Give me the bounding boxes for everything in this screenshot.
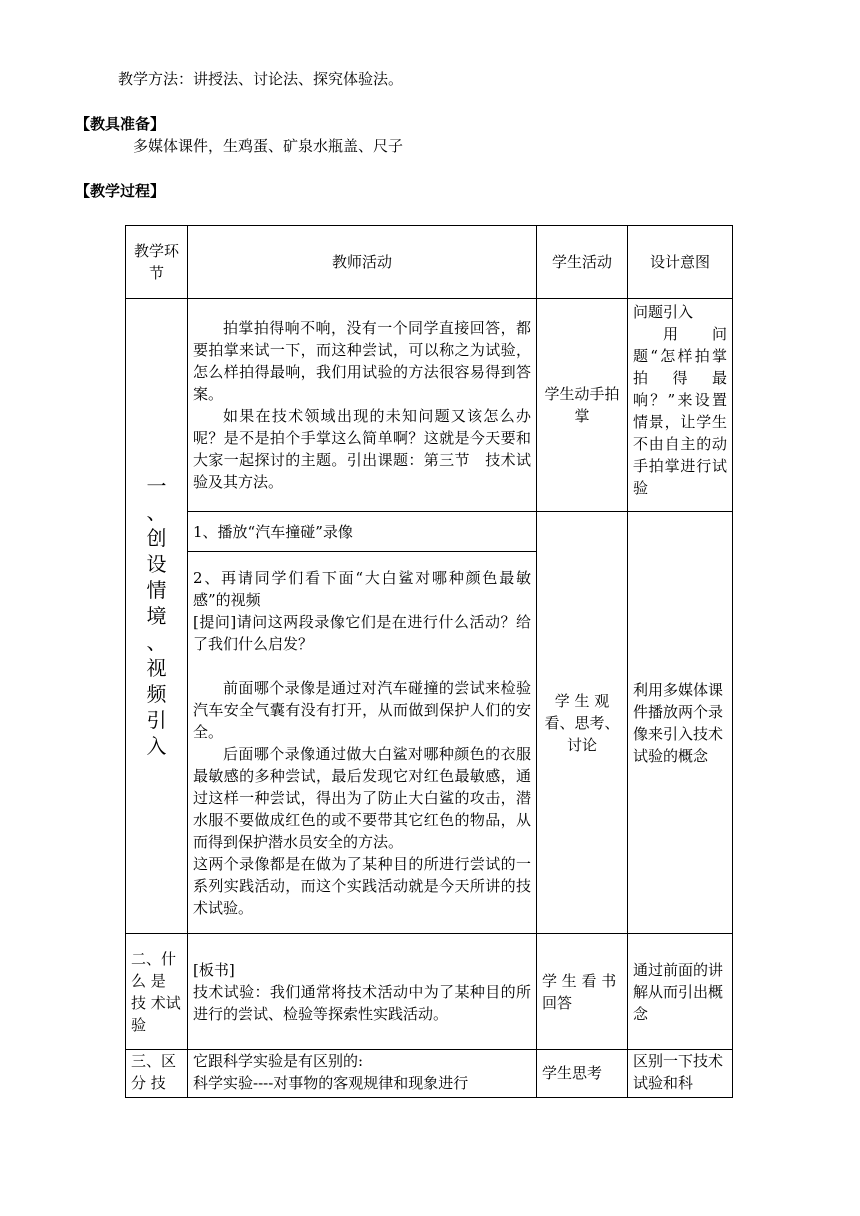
teacher-cell-2: 1、播放“汽车撞碰”录像	[188, 512, 537, 552]
teacher-paragraph: 技术试验：我们通常将技术活动中为了某种目的所进行的尝试、检验等探索性实践活动。	[193, 982, 531, 1023]
design-cell-4: 区别一下技术试验和科	[628, 1050, 733, 1098]
design-cell-1	[628, 299, 733, 512]
teacher-paragraph: 这两个录像都是在做为了某种目的所进行尝试的一系列实践活动，而这个实践活动就是今天所讲的技术试验。	[193, 854, 531, 917]
teacher-cell-1	[188, 299, 537, 512]
teacher-cell-5	[188, 1050, 537, 1098]
header-teacher: 教师活动	[188, 226, 537, 299]
stage-char: 设	[146, 552, 167, 576]
design-cell-2: 利用多媒体课件播放两个录像来引入技术试验的概念	[628, 512, 733, 934]
teacher-paragraph: 前面哪个录像是通过对汽车碰撞的尝试来检验汽车安全气囊有没有打开，从而做到保护人们的安全。	[193, 678, 531, 741]
student-cell-2: 学 生 观看、思考、讨论	[537, 512, 628, 934]
stage-vertical-text	[131, 473, 182, 759]
teacher-paragraph: [板书]	[193, 960, 235, 979]
teacher-cell-3	[188, 552, 537, 934]
header-stage: 教学环节	[126, 226, 188, 299]
stage-char: 、	[146, 630, 167, 654]
design-paragraph: 用问题“怎样拍掌拍得最响？”来设置情景，让学生不由自主的动手拍掌进行试验	[633, 325, 727, 497]
stage-char: 频	[146, 682, 167, 706]
stage-char: 入	[146, 734, 167, 758]
stage-cell-2: 二、什么 是 技 术试验	[126, 934, 188, 1050]
process-heading: 【教学过程】	[75, 182, 166, 200]
prep-text: 多媒体课件，生鸡蛋、矿泉水瓶盖、尺子	[133, 137, 404, 155]
blank-line	[193, 655, 531, 677]
stage-char: 视	[146, 656, 167, 680]
header-design: 设计意图	[628, 226, 733, 299]
student-cell-4: 学生思考	[537, 1050, 628, 1098]
teacher-cell-4	[188, 934, 537, 1050]
teacher-paragraph: 科学实验----对事物的客观规律和现象进行	[193, 1074, 469, 1092]
stage-char: 一	[146, 474, 167, 498]
student-cell-1: 学生动手拍掌	[537, 299, 628, 512]
teaching-process-table	[125, 225, 733, 1098]
teacher-paragraph: [提问]请问这两段录像它们是在进行什么活动？给了我们什么启发？	[193, 612, 531, 653]
design-title: 问题引入	[633, 303, 694, 321]
prep-heading: 【教具准备】	[75, 115, 166, 133]
stage-char: 创	[146, 526, 167, 550]
stage-char: 引	[146, 708, 167, 732]
stage-char: 、	[146, 500, 167, 524]
teacher-paragraph: 后面哪个录像通过做大白鲨对哪种颜色的衣服最敏感的多种尝试，最后发现它对红色最敏感，通过这样一种尝试，得出为了防止大白鲨的攻击，潜水服不要做成红色的或不要带其它红色的物品，从而得到保护潜水员安全的方法。	[193, 744, 531, 851]
student-cell-3: 学 生 看 书回答	[537, 934, 628, 1050]
table-row	[126, 1050, 733, 1098]
header-student: 学生活动	[537, 226, 628, 299]
stage-cell-1	[126, 299, 188, 934]
teacher-paragraph: 如果在技术领域出现的未知问题又该怎么办呢？是不是拍个手掌这么简单啊？这就是今天要和大家一起探讨的主题。引出课题：第三节 技术试验及其方法。	[193, 407, 531, 491]
table-row	[126, 934, 733, 1050]
stage-char: 情	[146, 578, 167, 602]
stage-cell-3: 三、区 分 技	[126, 1050, 188, 1098]
teacher-paragraph: 2、再请同学们看下面“大白鲨对哪种颜色最敏感”的视频	[193, 568, 531, 609]
table-row	[126, 299, 733, 512]
design-cell-3: 通过前面的讲解从而引出概念	[628, 934, 733, 1050]
teaching-method-text: 教学方法：讲授法、讨论法、探究体验法。	[118, 70, 404, 88]
stage-char: 境	[146, 604, 167, 628]
table-header-row	[126, 226, 733, 299]
table-row	[126, 512, 733, 552]
teacher-paragraph: 拍掌拍得响不响，没有一个同学直接回答，都要拍掌来试一下，而这种尝试，可以称之为试验，怎么样拍得最响，我们用试验的方法很容易得到答案。	[193, 319, 531, 403]
teacher-paragraph: 它跟科学实验是有区别的:	[193, 1052, 364, 1070]
